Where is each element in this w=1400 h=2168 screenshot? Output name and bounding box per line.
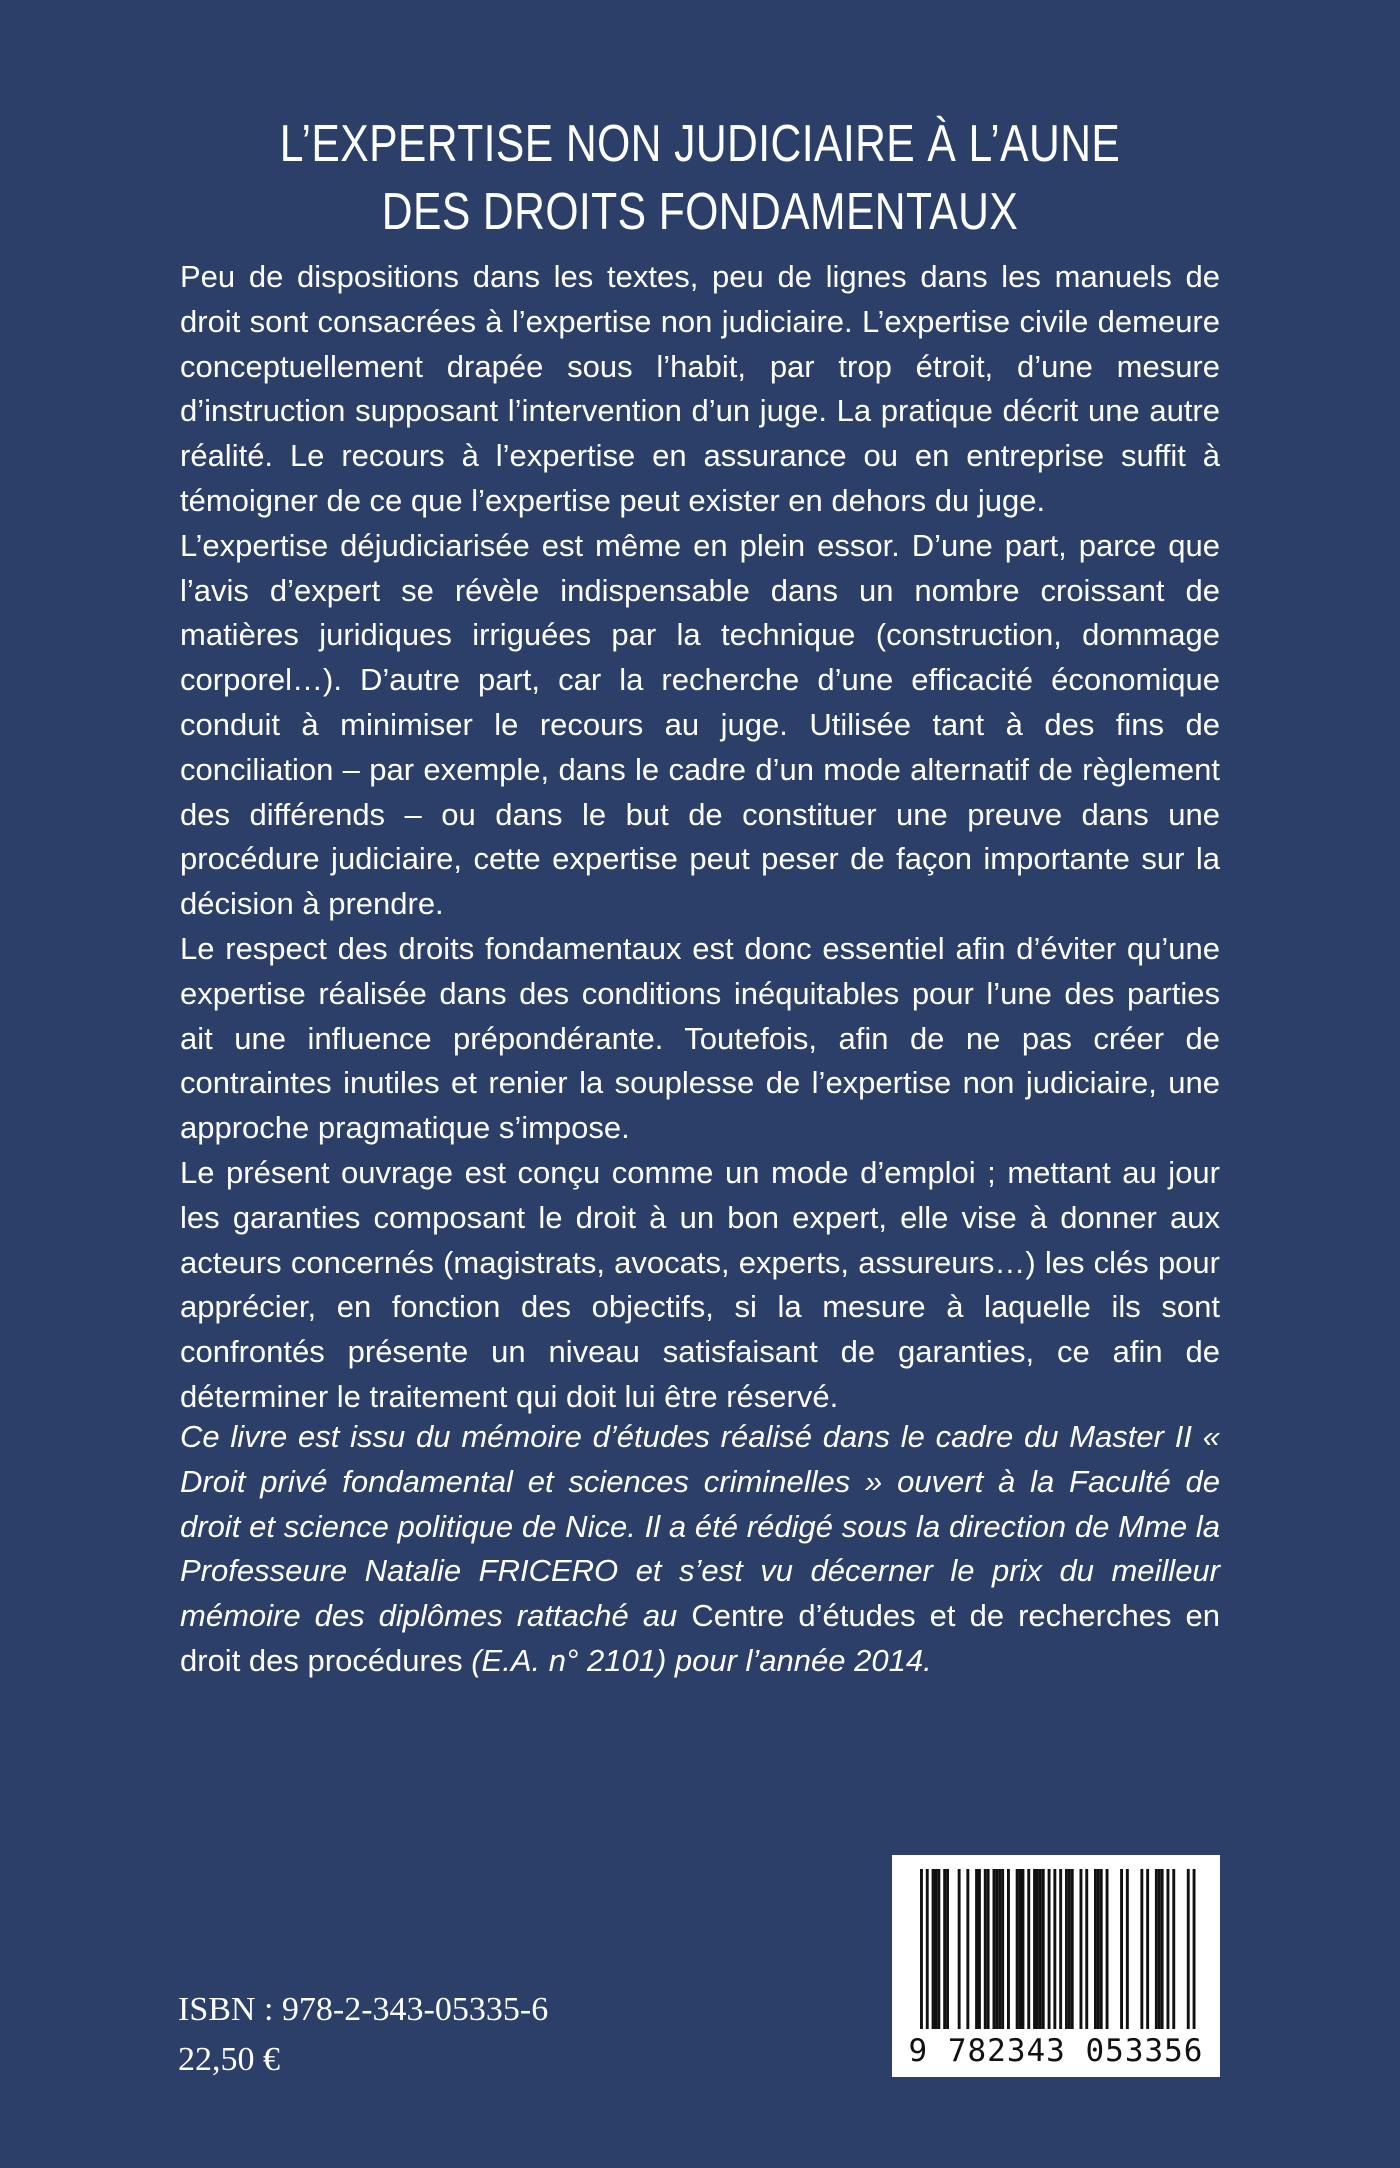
barcode-bar <box>975 1869 978 2029</box>
barcode-bar <box>1001 1869 1004 2029</box>
barcode-bar <box>935 1869 938 2029</box>
origin-note-italic-1: Ce livre est issu du mémoire d’études réalisé dans le cadre du Master II « Droit privé fondamental et sciences criminelles » ouvert à la Faculté de droit et science politique de Nice. Il a été rédigé sous la direction de Mme la Professeure Natalie FRICERO et s’est vu décerner le prix du meilleur mémoire des diplômes rattaché au <box>180 1419 1220 1634</box>
barcode-bar <box>995 1869 998 2029</box>
barcode-bar <box>1007 1869 1010 2029</box>
barcode-bar <box>1053 1869 1056 2029</box>
barcode-digits: 9 782343 053356 <box>908 2033 1204 2069</box>
barcode-bar <box>1146 1869 1149 2029</box>
title-line-2: DES DROITS FONDAMENTAUX <box>381 183 1019 241</box>
barcode-bar <box>1039 1869 1042 2029</box>
barcode-bar <box>1161 1869 1164 2029</box>
barcode-bar <box>1187 1869 1190 2029</box>
barcode-bar <box>1106 1869 1109 2029</box>
origin-note-regular: Centre d’études et de recherches en droit des procédures <box>180 1598 1220 1678</box>
summary-text <box>180 255 1220 1420</box>
barcode-bar <box>958 1869 961 2029</box>
barcode-bar <box>1120 1869 1123 2029</box>
title-line-1: L’EXPERTISE NON JUDICIAIRE À L’AUNE <box>279 115 1121 173</box>
barcode-bar <box>1036 1869 1039 2029</box>
barcode-bar <box>920 1869 923 2029</box>
summary-paragraph-4: Le présent ouvrage est conçu comme un mode d’emploi ; mettant au jour les garanties composant le droit à un bon expert, elle vise à donner aux acteurs concernés (magistrats, avocats, experts, assureurs…) les clés pour apprécier, en fonction des objectifs, si la mesure à laquelle ils sont confrontés présente un niveau satisfaisant de garanties, ce afin de déterminer le traitement qui doit lui être réservé. <box>180 1154 1220 1414</box>
isbn-number: ISBN : 978-2-343-05335-6 <box>178 1991 549 2028</box>
price: 22,50 € <box>178 2041 280 2078</box>
barcode-bar <box>1158 1869 1161 2029</box>
barcode-bar <box>1100 1869 1103 2029</box>
barcode-bar <box>987 1869 990 2029</box>
barcode-bar <box>1065 1869 1068 2029</box>
origin-note-italic-2: (E.A. n° 2101) pour l’année 2014. <box>471 1642 932 1678</box>
barcode-bar <box>1071 1869 1074 2029</box>
barcode-bar <box>932 1869 935 2029</box>
barcode-bar <box>1094 1869 1097 2029</box>
barcode-bar <box>1167 1869 1170 2029</box>
barcode-bar <box>1019 1869 1022 2029</box>
barcode-bar <box>1048 1869 1051 2029</box>
barcode-bar <box>946 1869 949 2029</box>
barcode-bar <box>1080 1869 1083 2029</box>
barcode-bar <box>966 1869 969 2029</box>
book-title <box>249 110 1151 246</box>
barcode-bar <box>1172 1869 1175 2029</box>
summary-paragraph-3: Le respect des droits fondamentaux est donc essentiel afin d’éviter qu’une expertise réalisée dans des conditions inéquitables pour l’une des parties ait une influence prépondérante. Toutefois, afin de ne pas créer de contraintes inutiles et renier la souplesse de l’expertise non judiciaire, une approche pragmatique s’impose. <box>180 930 1220 1146</box>
barcode-bar <box>1033 1869 1036 2029</box>
barcode-bar <box>1085 1869 1088 2029</box>
barcode <box>892 1855 1220 2077</box>
barcode-bar <box>1016 1869 1019 2029</box>
barcode-bar <box>1140 1869 1143 2029</box>
barcode-bar <box>1059 1869 1062 2029</box>
barcode-bar <box>998 1869 1001 2029</box>
barcode-bar <box>1097 1869 1100 2029</box>
origin-note <box>180 1415 1220 1684</box>
summary-paragraph-1: Peu de dispositions dans les textes, peu de lignes dans les manuels de droit sont consacrées à l’expertise non judiciaire. L’expertise civile demeure conceptuellement drapée sous l’habit, par trop étroit, d’une mesure d’instruction supposant l’intervention d’un juge. La pratique décrit une autre réalité. Le recours à l’expertise en assurance ou en entreprise suffit à témoigner de ce que l’expertise peut exister en dehors du juge. <box>180 259 1220 518</box>
barcode-bar <box>978 1869 981 2029</box>
barcode-bar <box>937 1869 940 2029</box>
barcode-bar <box>926 1869 929 2029</box>
barcode-bar <box>1068 1869 1071 2029</box>
barcode-bar <box>1193 1869 1196 2029</box>
barcode-bar <box>993 1869 996 2029</box>
barcode-bar <box>1042 1869 1045 2029</box>
barcode-bar <box>1022 1869 1025 2029</box>
summary-paragraph-2: L’expertise déjudiciarisée est même en plein essor. D’une part, parce que l’avis d’expert se révèle indispensable dans un nombre croissant de matières juridiques irriguées par la technique (construction, dommage corporel…). D’autre part, car la recherche d’une efficacité économique conduit à minimiser le recours au juge. Utilisée tant à des fins de conciliation – par exemple, dans le cadre d’un mode alternatif de règlement des différends – ou dans le but de constituer une preuve dans une procédure judiciaire, cette expertise peut peser de façon importante sur la décision à prendre. <box>180 527 1220 922</box>
barcode-bar <box>1155 1869 1158 2029</box>
barcode-bar <box>1126 1869 1129 2029</box>
barcode-bar <box>943 1869 946 2029</box>
barcode-bar <box>984 1869 987 2029</box>
barcode-bar <box>1027 1869 1030 2029</box>
